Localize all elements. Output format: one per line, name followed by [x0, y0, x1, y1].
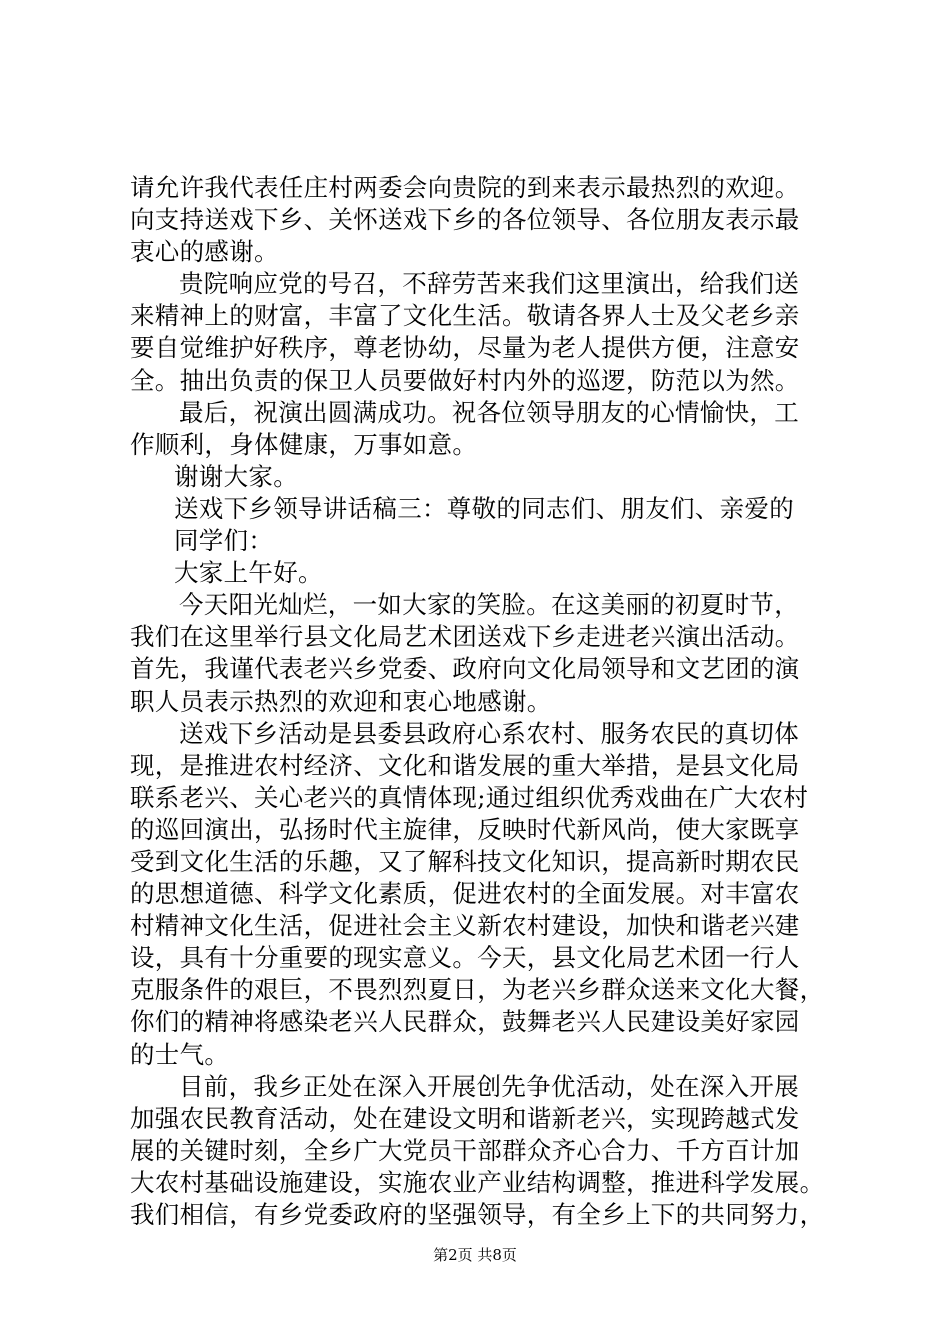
text-line: 全。抽出负责的保卫人员要做好村内外的巡逻，防范以为然。 — [130, 365, 800, 395]
text-line: 我们在这里举行县文化局艺术团送戏下乡走进老兴演出活动。 — [130, 622, 800, 652]
text-line: 受到文化生活的乐趣，又了解科技文化知识，提高新时期农民 — [130, 846, 800, 876]
text-line: 作顺利，身体健康，万事如意。 — [130, 429, 478, 459]
text-line: 现，是推进农村经济、文化和谐发展的重大举措，是县文化局 — [130, 750, 800, 780]
text-line: 请允许我代表任庄村两委会向贵院的到来表示最热烈的欢迎。 — [130, 173, 800, 202]
section-heading-line: 同学们： — [174, 526, 274, 556]
text-line: 村精神文化生活，促进社会主义新农村建设，加快和谐老兴建 — [130, 911, 800, 941]
text-line: 职人员表示热烈的欢迎和衷心地感谢。 — [130, 686, 552, 716]
text-line: 你们的精神将感染老兴人民群众，鼓舞老兴人民建设美好家园 — [130, 1007, 800, 1037]
text-line: 来精神上的财富，丰富了文化生活。敬请各界人士及父老乡亲 — [130, 301, 800, 331]
text-line: 衷心的感谢。 — [130, 237, 279, 267]
paragraph-start-line: 送戏下乡活动是县委县政府心系农村、服务农民的真切体 — [179, 718, 799, 748]
paragraph-start-line: 贵院响应党的号召，不辞劳苦来我们这里演出，给我们送 — [179, 269, 799, 299]
text-line: 加强农民教育活动，处在建设文明和谐新老兴，实现跨越式发 — [130, 1103, 800, 1133]
text-line: 的士气。 — [130, 1039, 230, 1069]
text-line: 克服条件的艰巨，不畏烈烈夏日，为老兴乡群众送来文化大餐， — [130, 975, 825, 1005]
paragraph-start-line: 今天阳光灿烂，一如大家的笑脸。在这美丽的初夏时节， — [179, 590, 799, 620]
text-line: 我们相信，有乡党委政府的坚强领导，有全乡上下的共同努力， — [130, 1200, 825, 1229]
document-body — [130, 172, 840, 1231]
section-heading-line: 送戏下乡领导讲话稿三：尊敬的同志们、朋友们、亲爱的 — [174, 493, 794, 523]
paragraph-start-line: 目前，我乡正处在深入开展创先争优活动，处在深入开展 — [179, 1071, 799, 1101]
text-line: 的思想道德、科学文化素质，促进农村的全面发展。对丰富农 — [130, 879, 800, 909]
text-line: 联系老兴、关心老兴的真情体现;通过组织优秀戏曲在广大农村 — [130, 782, 809, 812]
text-line: 的巡回演出，弘扬时代主旋律，反映时代新风尚，使大家既享 — [130, 814, 800, 844]
text-line: 设，具有十分重要的现实意义。今天，县文化局艺术团一行人 — [130, 943, 800, 973]
text-line: 要自觉维护好秩序，尊老协幼，尽量为老人提供方便，注意安 — [130, 333, 800, 363]
paragraph-start-line: 谢谢大家。 — [174, 461, 298, 491]
text-line: 向支持送戏下乡、关怀送戏下乡的各位领导、各位朋友表示最 — [130, 205, 800, 235]
text-line: 首先，我谨代表老兴乡党委、政府向文化局领导和文艺团的演 — [130, 654, 800, 684]
page-number: 第2页 共8页 — [433, 1246, 517, 1264]
paragraph-start-line: 最后，祝演出圆满成功。祝各位领导朋友的心情愉快，工 — [179, 397, 799, 427]
paragraph-start-line: 大家上午好。 — [174, 558, 323, 588]
text-line: 展的关键时刻，全乡广大党员干部群众齐心合力、千方百计加 — [130, 1135, 800, 1165]
text-line: 大农村基础设施建设，实施农业产业结构调整，推进科学发展。 — [130, 1167, 825, 1197]
